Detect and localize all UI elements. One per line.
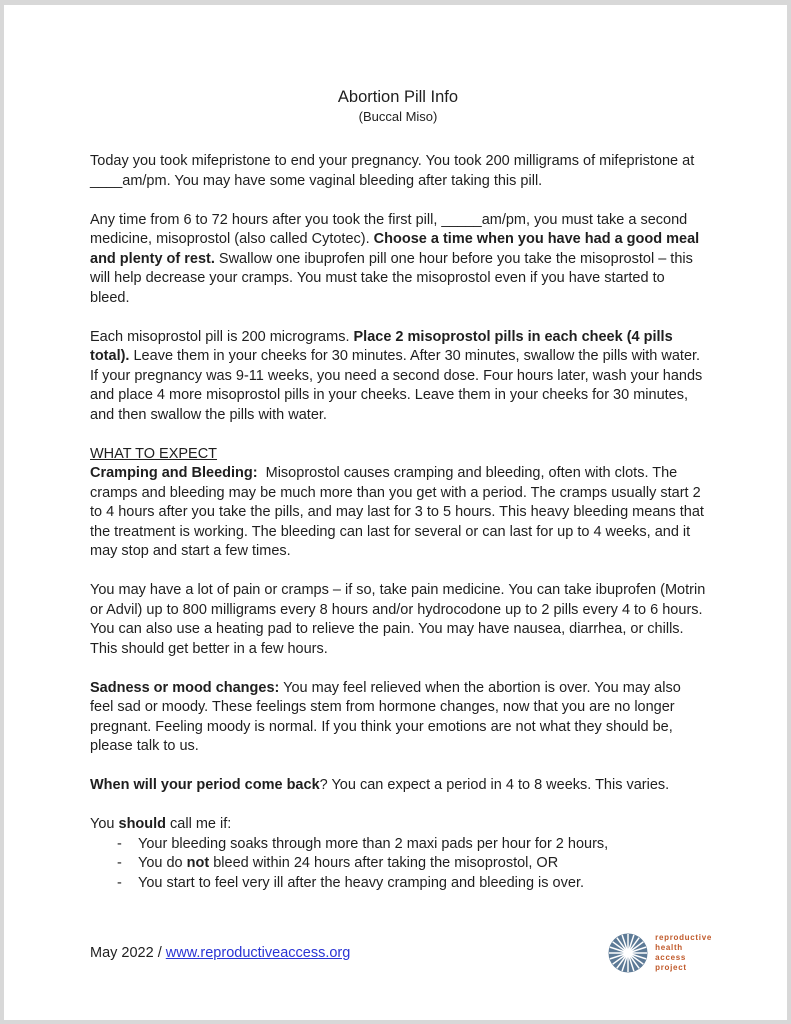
list-item [90, 835, 706, 855]
logo-wordmark [655, 933, 712, 973]
bold-run: When will your period come back [90, 777, 320, 793]
document-page [4, 5, 787, 1020]
sunburst-icon [608, 933, 648, 973]
intro-paragraph [90, 152, 706, 191]
text-run: Misoprostol causes cramping and bleeding, often with clots. The cramps and bleeding may be much more than you get with a period. The cramps usually start 2 to 4 hours after you take the pills, and may last for 3 to 5 hours. This heavy bleeding means that the treatment is working. The bleeding can last for several or can last for up to 4 weeks, and it may stop and start a few times. [90, 465, 704, 559]
text-run: You do [138, 855, 187, 871]
footer-link[interactable]: www.reproductiveaccess.org [165, 945, 351, 961]
section-heading-what-to-expect [90, 445, 706, 465]
bullet-dash: - [117, 835, 122, 852]
logo-word: reproductive [655, 933, 712, 942]
text-run: You may feel relieved when the abortion is over. You may also feel sad or moody. These feelings stem from hormone changes, now that you are no longer pregnant. Feeling moody is normal. If you think your emotions are not what they should be, please talk to us. [90, 679, 681, 754]
document-title: Abortion Pill Info [337, 88, 459, 106]
document-subtitle: (Buccal Miso) [358, 109, 438, 124]
text-run: bleed within 24 hours after taking the misoprostol, OR [209, 855, 559, 871]
footer-date-text: May 2022 / [90, 945, 166, 961]
text-run: Each misoprostol pill is 200 micrograms. [90, 328, 354, 345]
footer-dateline [90, 945, 350, 961]
text-run: You [90, 816, 119, 832]
bullet-dash: - [117, 874, 122, 891]
list-item-text [138, 874, 584, 894]
bullet-dash: - [117, 855, 122, 871]
text-run: You may have a lot of pain or cramps – if so, take pain medicine. You can take ibuprofen (Motrin or Advil) up to 800 milligrams every 8 hours and/or hydrocodone up to 2 pills every 4 to 6 hours. You can also use a heating pad to relieve the pain. You may have nausea, diarrhea, or chills. This should get better in a few hours. [90, 582, 706, 657]
bold-run: Cramping and Bleeding: [90, 465, 258, 481]
dosage-paragraph [90, 328, 706, 426]
call-list [90, 835, 706, 894]
list-item-text [138, 835, 608, 855]
bold-run: should [118, 816, 167, 832]
heading-text: WHAT TO EXPECT [90, 445, 218, 462]
bold-run: Choose a time when you have had a good meal and plenty of rest. [90, 231, 700, 267]
bold-run: Sadness or mood changes: [90, 679, 280, 696]
text-run: Today you took mifepristone to end your pregnancy. You took 200 milligrams of mifepristone at ____am/pm. You may have some vaginal bleeding after taking this pill. [90, 153, 695, 189]
document-content [90, 87, 706, 893]
logo-word: access [655, 953, 687, 962]
list-item [90, 854, 706, 874]
logo-word: health [655, 943, 683, 952]
bold-run: not [186, 855, 210, 871]
list-item [90, 874, 706, 894]
period-return-paragraph [90, 776, 706, 796]
logo-word: project [655, 963, 687, 972]
text-run: Leave them in your cheeks for 30 minutes. After 30 minutes, swallow the pills with water. If your pregnancy was 9-11 weeks, you need a second dose. Four hours later, wash your hands and place 4 more misoprostol pills in your cheeks. Leave them in your cheeks for 30 minutes, and then swallow the pills with water. [90, 348, 703, 423]
text-run: You start to feel very ill after the heavy cramping and bleeding is over. [138, 874, 584, 891]
text-run: Your bleeding soaks through more than 2 maxi pads per hour for 2 hours, [138, 835, 609, 852]
text-run: Swallow one ibuprofen pill one hour before you take the misoprostol – this will help decrease your cramps. You must take the misoprostol even if you have started to bleed. [90, 250, 693, 306]
text-run: ? You can expect a period in 4 to 8 weeks. This varies. [319, 777, 670, 793]
list-item-text [138, 854, 558, 874]
mood-changes-paragraph [90, 679, 706, 757]
text-run: call me if: [166, 816, 232, 832]
pain-management-paragraph [90, 581, 706, 659]
cramping-bleeding-paragraph [90, 464, 706, 562]
call-me-intro [90, 815, 706, 835]
page-footer [90, 933, 712, 973]
bold-run: Place 2 misoprostol pills in each cheek (4 pills total). [90, 328, 673, 364]
second-medicine-paragraph [90, 211, 706, 309]
rhap-logo [608, 933, 712, 973]
text-run: Any time from 6 to 72 hours after you took the first pill, _____am/pm, you must take a second medicine, misoprostol (also called Cytotec). [90, 211, 688, 247]
